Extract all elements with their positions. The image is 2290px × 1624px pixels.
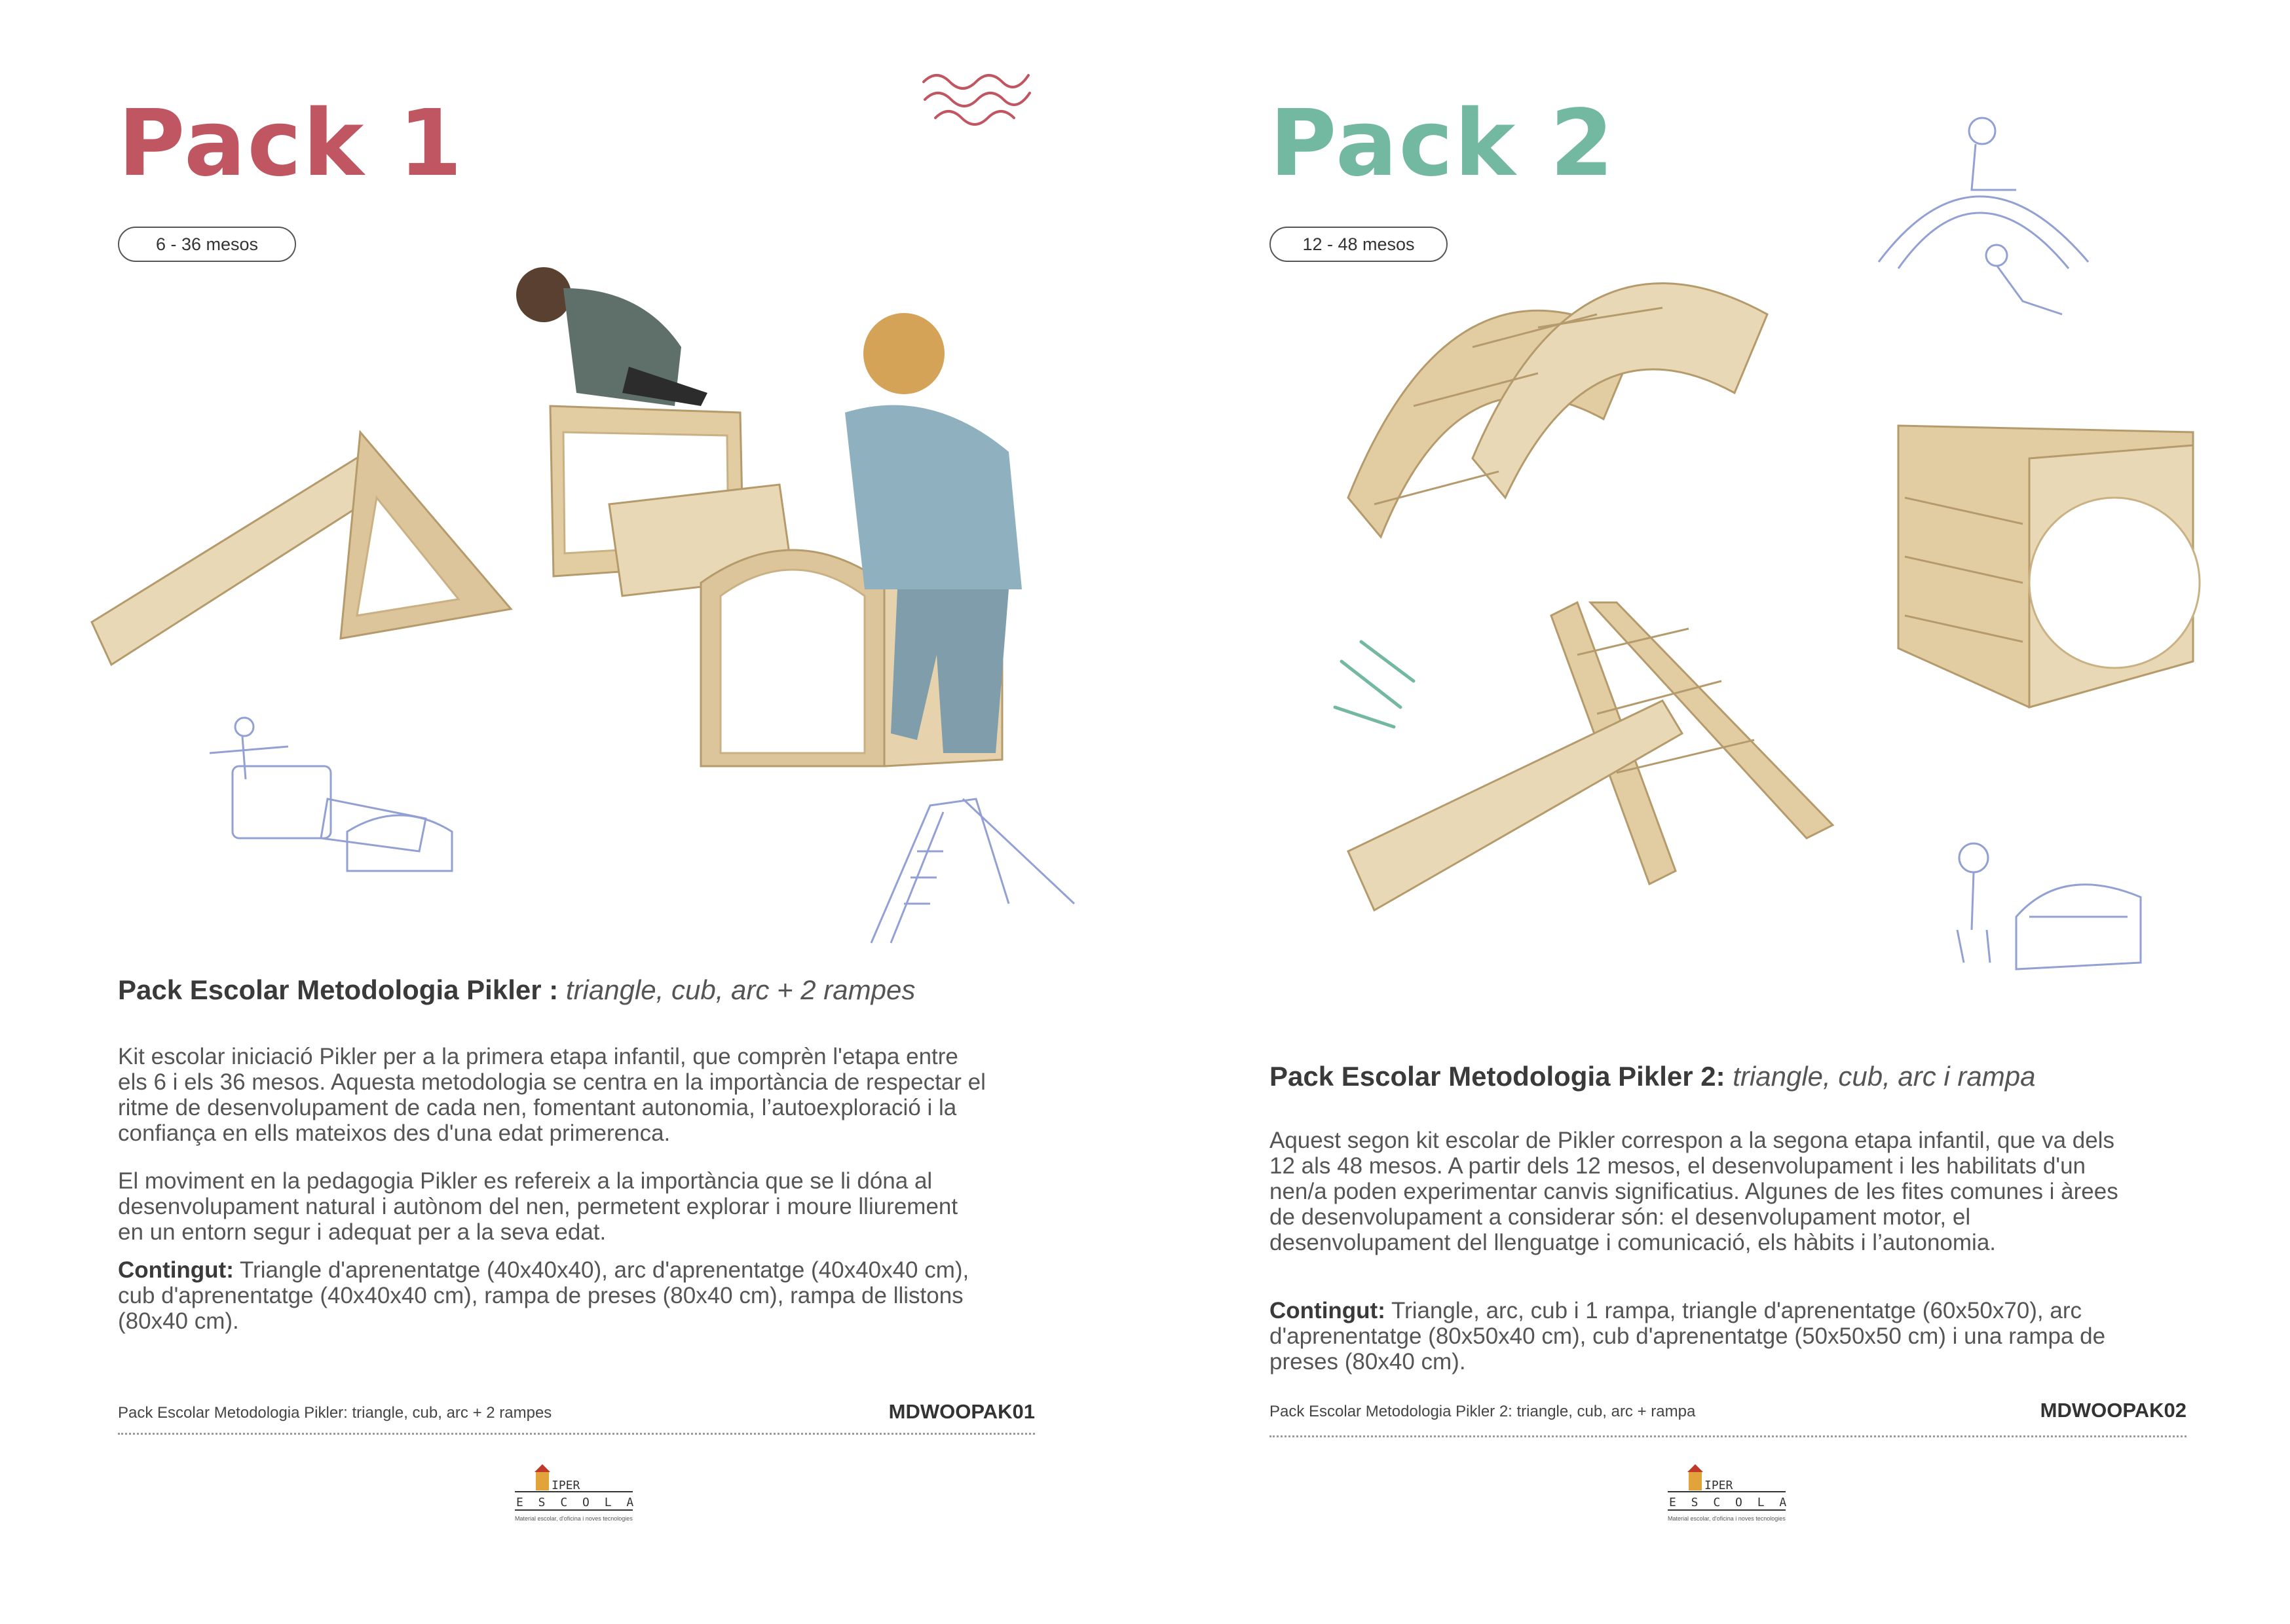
footer-product-name: Pack Escolar Metodologia Pikler: triangle, cub, arc + 2 rampes [118, 1404, 552, 1422]
content-label: Contingut: [1269, 1298, 1385, 1323]
pack-title: Pack 1 [118, 90, 464, 197]
hiper-escola-logo [1661, 1464, 1792, 1530]
triangle-ramp-product [1348, 602, 1833, 910]
age-range-badge: 6 - 36 mesos [118, 227, 296, 262]
squiggle-decoration [924, 75, 1030, 124]
heading-bold: Pack Escolar Metodologia Pikler 2: [1269, 1061, 1725, 1092]
arc-product [1348, 284, 1767, 537]
product-heading [118, 974, 915, 1006]
pack-title: Pack 2 [1269, 90, 1615, 197]
svg-text:Material escolar, d'oficina i: Material escolar, d'oficina i noves tecnologies [1668, 1515, 1786, 1522]
sketch-pack1-left [210, 718, 452, 871]
footer-product-code: MDWOOPAK01 [888, 1400, 1035, 1423]
sketch-pack2-bottom [1957, 843, 2141, 969]
footer-divider [1269, 1435, 2187, 1437]
hiper-escola-logo [508, 1464, 639, 1530]
product-heading [1269, 1061, 2035, 1092]
heading-bold: Pack Escolar Metodologia Pikler : [118, 974, 559, 1005]
content-paragraph [118, 1257, 1048, 1334]
child-on-cube [516, 267, 707, 406]
heading-italic: triangle, cub, arc i rampa [1725, 1061, 2036, 1092]
content-text: Triangle, arc, cub i 1 rampa, triangle d'aprenentatge (60x50x70), arc d'aprenentatge (80x50x40 cm), cub d'aprenentatge (50x50x50 cm) i una rampa de preses (80x40 cm). [1269, 1298, 2106, 1375]
svg-text:IPER: IPER [1704, 1479, 1733, 1492]
content-paragraph [1269, 1298, 2200, 1375]
sketch-pack1-right [871, 799, 1074, 943]
svg-text:Material escolar, d'oficina i: Material escolar, d'oficina i noves tecnologies [515, 1515, 633, 1522]
right-page [1145, 0, 2290, 1624]
description-paragraph-1: Kit escolar iniciació Pikler per a la primera etapa infantil, que comprèn l'etapa entre els 6 i els 36 mesos. Aquesta metodologia se centra en la importància de respectar el ritme de desenvolupament de cada nen, fomentant autonomia, l’autoexploració i la confiança en ells mateixos des d'una edat primerenca. [118, 1044, 986, 1146]
description-paragraph-1: Aquest segon kit escolar de Pikler correspon a la segona etapa infantil, que va dels 12 als 48 mesos. A partir dels 12 mesos, el desenvolupament i les habilitats d'un nen/a poden experimentar canvis significatius. Algunes de les fites comunes i àrees de desenvolupament a considerar són: el desenvolupament motor, el desenvolupament del llenguatge i comunicació, els hàbits i l’autonomia. [1269, 1128, 2118, 1255]
svg-text:E S C O L A: E S C O L A [1669, 1496, 1791, 1509]
sketch-pack2-top [1879, 118, 2088, 314]
content-label: Contingut: [118, 1257, 234, 1283]
age-range-badge: 12 - 48 mesos [1269, 227, 1448, 262]
heading-italic: triangle, cub, arc + 2 rampes [558, 974, 916, 1005]
content-text: Triangle d'aprenentatge (40x40x40), arc d'aprenentatge (40x40x40 cm), cub d'aprenentatge (40x40x40 cm), rampa de preses (80x40 cm), rampa de llistons (80x40 cm). [118, 1257, 969, 1334]
svg-text:IPER: IPER [552, 1479, 580, 1492]
svg-text:E S C O L A: E S C O L A [516, 1496, 638, 1509]
footer-product-name: Pack Escolar Metodologia Pikler 2: triangle, cub, arc + rampa [1269, 1403, 1696, 1420]
cube-product [1898, 426, 2200, 707]
triangle-with-ramp [92, 432, 511, 665]
description-paragraph-2: El moviment en la pedagogia Pikler es refereix a la importància que se li dóna al desenvolupament natural i autònom del nen, permetent explorar i moure lliurement en un entorn segur i adequat per a la seva edat. [118, 1168, 958, 1245]
footer-divider [118, 1433, 1035, 1435]
footer-product-code: MDWOOPAK02 [2040, 1399, 2187, 1422]
motion-lines-decoration [1335, 642, 1414, 727]
